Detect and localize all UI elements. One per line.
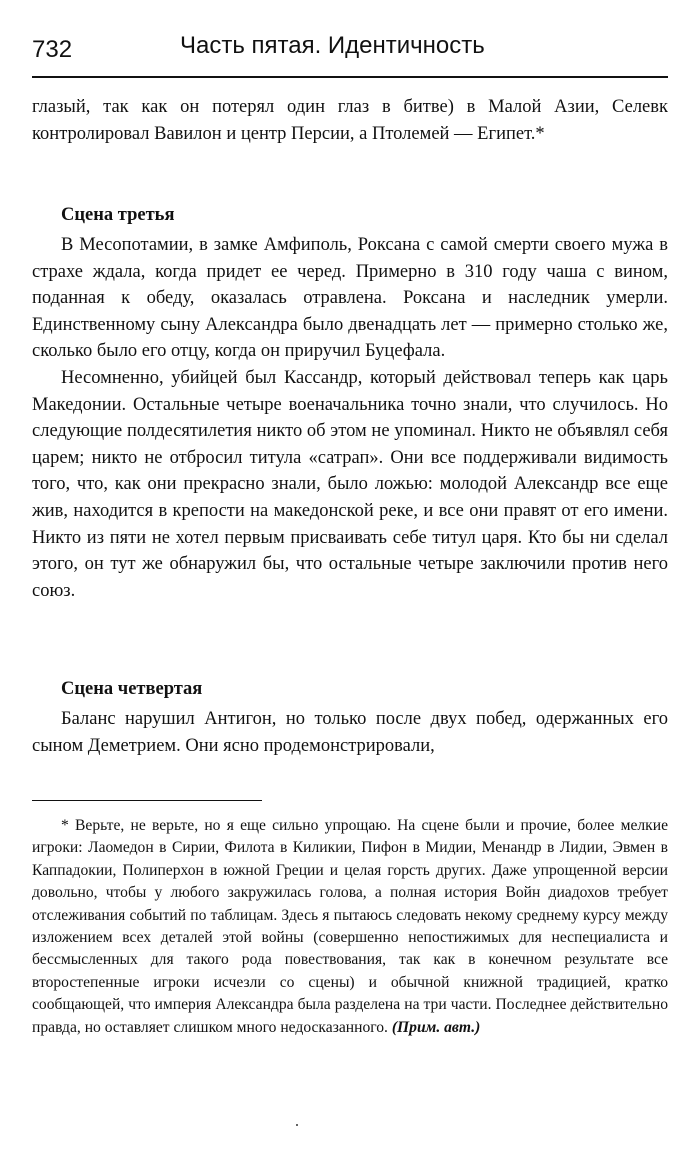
heading-scene-three: Сцена третья xyxy=(61,205,175,225)
scene-three-paragraph-1: В Месопотамии, в замке Амфиполь, Роксана с самой смерти своего мужа в страхе ждала, когда придет ее черед. Примерно в 310 году чаша с вином, поданная к обеду, оказалась отравлена. Роксана и наследник умерли. Единственному сыну Александра было двенадцать лет — примерно столько же, сколько было его отцу, когда он приручил Буцефала. xyxy=(32,235,668,362)
continuation-text: глазый, так как он потерял один глаз в битве) в Малой Азии, Селевк контролировал Вавилон и центр Персии, а Птолемей — Египет.* xyxy=(32,97,668,144)
continuation-paragraph xyxy=(32,94,668,147)
running-head: Часть пятая. Идентичность xyxy=(180,32,485,59)
page-header xyxy=(32,30,668,78)
scene-four-text xyxy=(32,706,668,759)
scene-four-paragraph-1: Баланс нарушил Антигон, но только после двух побед, одержанных его сыном Деметрием. Они ясно продемонстрировали, xyxy=(32,709,668,756)
heading-scene-four: Сцена четвертая xyxy=(61,679,203,699)
page-number: 732 xyxy=(32,36,73,63)
footnote-text: * Верьте, не верьте, но я еще сильно упрощаю. На сцене были и прочие, более мелкие игроки: Лаомедон в Сирии, Филота в Киликии, Пифон в Мидии, Менандр в Лидии, Эвмен в Каппадокии, Полиперхон в южной Греции и целая горсть других. Даже упрощенной версии довольно, чтобы у любого закружилась голова, а полная история Войн диадохов требует отслеживания событий по таблицам. Здесь я пытаюсь следовать некому среднему курсу между изложением всех деталей этой войны (совершенно непостижимых для неспециалиста и бессмысленных для такого рода повествования, так как в конечном результате все второстепенные игроки исчезли со сцены) и обычной книжной традицией, кратко сообщающей, что империя Александра была разделена на три части. Последнее действительно правда, но оставляет слишком много недосказанного. xyxy=(32,817,668,1036)
page-dot xyxy=(296,1124,298,1126)
scene-three-paragraph-2: Несомненно, убийцей был Кассандр, который действовал теперь как царь Македонии. Остальные четыре военачальника точно знали, что случилось. Но следующие полдесятилетия никто об этом не упоминал. Никто не объявлял себя царем; никто не отбросил титула «сатрап». Они все поддерживали видимость того, что, как они прекрасно знали, было ложью: молодой Александр все еще жив, находится в крепости на македонской реке, и все они правят от его имени. Никто из пяти не хотел первым присваивать себе титул царя. Кто бы ни сделал этого, он тут же обнаружил бы, что остальные четыре заключили против него союз. xyxy=(32,367,668,601)
footnote xyxy=(32,815,668,1039)
footnote-author-note: (Прим. авт.) xyxy=(391,1018,481,1036)
footnote-divider xyxy=(32,800,262,801)
scene-three-text xyxy=(32,232,668,604)
